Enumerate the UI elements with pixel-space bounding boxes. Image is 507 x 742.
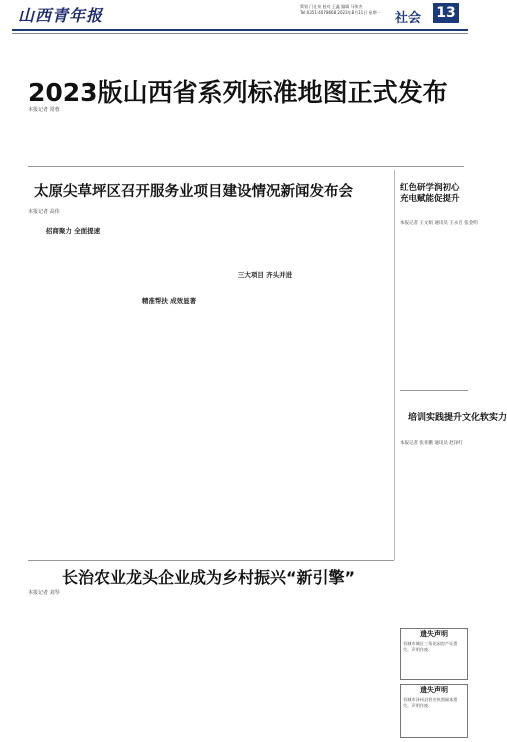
divider — [28, 560, 394, 561]
article2-body-col2 — [124, 216, 214, 556]
article2-body-col4 — [316, 216, 390, 556]
lost-notice-2-body: 晋城市泽州县营业执照副本遗失，声明作废。 — [403, 697, 458, 708]
divider — [400, 390, 468, 391]
article5-body-col1 — [28, 597, 118, 737]
article3-byline: 本报记者 王文娟 通讯员 王永召 张金明 — [400, 221, 478, 226]
article2-subhead-2: 精准帮扶 成效显著 — [141, 297, 197, 305]
masthead-info-line1: 策划 门仕泉 校对 王鑫 编辑 马伟杰 — [300, 4, 363, 9]
article5-byline: 本报记者 刘琴 — [28, 590, 60, 596]
lost-notice-1-title: 遗失声明 — [420, 630, 448, 638]
article2-subhead-1: 招商聚力 全面提速 — [45, 227, 101, 235]
lost-notice-1-body: 晋城市城区三角花园房产证遗失，声明作废。 — [403, 641, 458, 652]
masthead-info — [300, 4, 390, 16]
article1-body-col4 — [334, 114, 464, 164]
masthead-rule — [12, 29, 468, 31]
article2-subhead-3: 三大项目 齐头并进 — [237, 271, 293, 279]
article2-byline: 本报记者 高伟 — [28, 209, 60, 215]
masthead-info-line2: Tel:0351-4078668 2023年8月11日 星期一 — [300, 10, 381, 15]
masthead-logo: 山西青年报 — [18, 6, 104, 25]
page-number: 13 — [433, 3, 459, 23]
article4-byline: 本报记者 张亚鹏 通讯员 赵泽红 — [400, 441, 463, 446]
article1-title: 2023版山西省系列标准地图正式发布 — [28, 78, 448, 107]
article2-body-col1 — [28, 216, 118, 556]
article2-title: 太原尖草坪区召开服务业项目建设情况新闻发布会 — [34, 184, 353, 200]
lost-notice-2 — [400, 684, 468, 738]
article5-body-col4 — [316, 597, 390, 737]
divider — [28, 166, 464, 167]
article1-body-col3 — [232, 114, 326, 164]
article4-body — [400, 449, 468, 623]
article5-body-col3 — [220, 597, 310, 737]
article5-body-col2 — [124, 597, 214, 737]
lost-notice-1 — [400, 628, 468, 680]
article1-body-col1 — [28, 114, 122, 164]
article1-byline: 本报记者 常蓉 — [28, 107, 60, 113]
masthead-rule-thin — [12, 33, 468, 34]
article3-body — [400, 228, 468, 386]
article2-body-col3 — [220, 216, 310, 556]
article5-title: 长治农业龙头企业成为乡村振兴“新引擎” — [62, 568, 356, 587]
article4-title: 培训实践提升文化软实力 — [408, 413, 507, 423]
section-label: 社会 — [395, 11, 422, 26]
article3-title: 红色研学润初心 充电赋能促提升 — [400, 183, 460, 204]
column-divider — [394, 170, 395, 560]
article1-body-col2 — [130, 114, 224, 164]
lost-notice-2-title: 遗失声明 — [420, 686, 448, 694]
